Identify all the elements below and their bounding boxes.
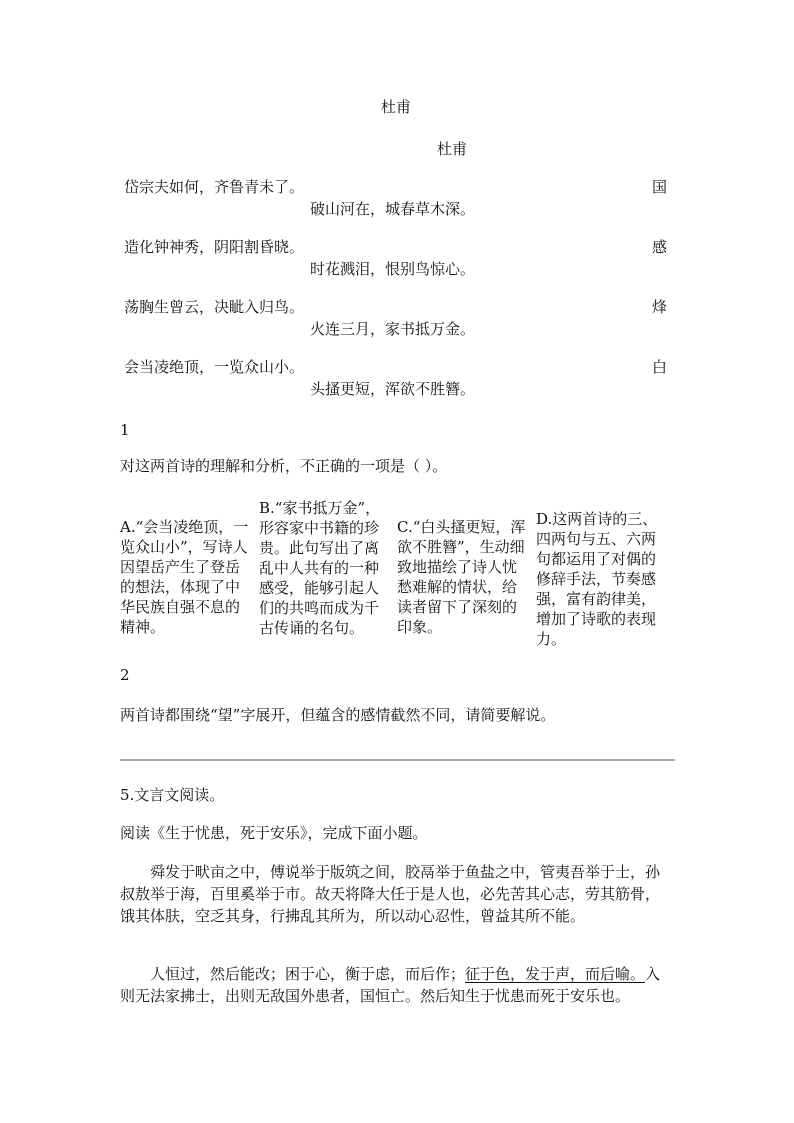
question-1-stem: 对这两首诗的理解和分析，不正确的一项是（ ）。 [120, 457, 448, 475]
poem2-first-char-1: 国 [652, 178, 668, 196]
poem1-title: 杜甫 [381, 98, 412, 116]
poem2-line-1: 破山河在，城春草木深。 [310, 200, 476, 218]
poem2-first-char-4: 白 [652, 358, 668, 376]
poem1-line-3: 荡胸生曾云，决眦入归鸟。 [124, 298, 305, 316]
section-5-instruction: 阅读《生于忧患，死于安乐》，完成下面小题。 [120, 824, 428, 842]
option-c[interactable]: C.“白头搔更短，浑欲不胜簪”，生动细致地描绘了诗人忧愁难解的情状，给读者留下了深刻的印象。 [397, 518, 526, 636]
question-1-number: 1 [120, 421, 130, 439]
option-a[interactable]: A.“会当凌绝顶，一览众山小”，写诗人因望岳产生了登岳的想法，体现了中华民族自强不息的精神。 [120, 518, 249, 636]
option-d[interactable]: D.这两首诗的三、四两句与五、六两句都运用了对偶的修辞手法，节奏感强，富有韵律美，增加了诗歌的表现力。 [536, 510, 658, 648]
poem2-first-char-2: 感 [652, 238, 668, 256]
paragraph-2-part-1: 人恒过，然后能改；困于心，衡于虑，而后作； [150, 965, 466, 983]
poem2-line-2: 时花溅泪，恨别鸟惊心。 [310, 260, 476, 278]
poem1-line-2: 造化钟神秀，阴阳割昏晓。 [124, 238, 305, 256]
question-2-stem: 两首诗都围绕“望”字展开，但蕴含的感情截然不同，请简要解说。 [120, 706, 556, 724]
question-2-number: 2 [120, 666, 130, 684]
underlined-sentence: 征于色，发于声，而后喻。 [465, 965, 646, 983]
option-b[interactable]: B.“家书抵万金”，形容家中书籍的珍贵。此句写出了离乱中人共有的一种感受，能够引起人们的共鸣而成为千古传诵的名句。 [259, 499, 381, 637]
poem2-title: 杜甫 [437, 140, 468, 158]
poem2-line-4: 头搔更短，浑欲不胜簪。 [310, 380, 476, 398]
poem2-first-char-3: 烽 [652, 298, 668, 316]
classical-text-paragraph-2 [120, 963, 672, 1007]
poem1-line-4: 会当凌绝顶，一览众山小。 [124, 358, 305, 376]
classical-text-paragraph-1: 舜发于畎亩之中，傅说举于版筑之间，胶鬲举于鱼盐之中，管夷吾举于士，孙叔敖举于海，百里奚举于市。故天将降大任于是人也，必先苦其心志，劳其筋骨，饿其体肤，空乏其身，行拂乱其所为，所以动心忍性，曾益其所不能。 [120, 863, 661, 925]
section-5-heading: 5.文言文阅读。 [120, 786, 225, 804]
poem2-line-3: 火连三月，家书抵万金。 [310, 320, 476, 338]
section-divider [120, 759, 675, 761]
poem1-line-1: 岱宗夫如何，齐鲁青未了。 [124, 178, 305, 196]
paragraph-2-part-2: 入则无法家拂士，出则无敌国外患者，国恒亡。然后知生于忧患而死于安乐也。 [120, 965, 661, 1005]
